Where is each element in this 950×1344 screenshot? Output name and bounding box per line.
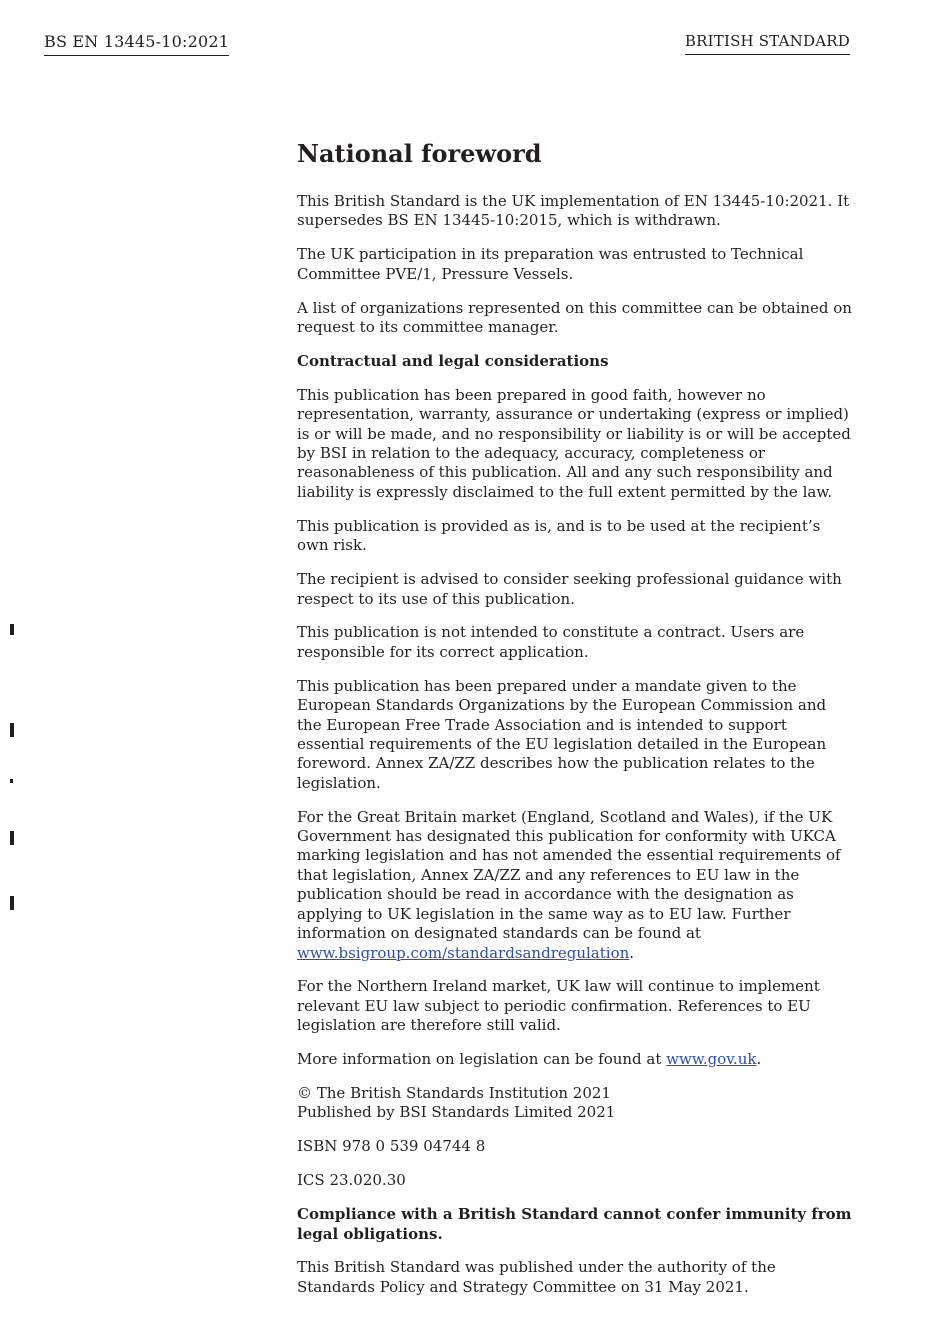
- copyright-block: [297, 1084, 852, 1123]
- paragraph-more-info: [297, 1050, 852, 1069]
- paragraph-implementation: This British Standard is the UK implementation of EN 13445-10:2021. It supersedes BS EN 13445-10:2015, which is withdrawn.: [297, 192, 850, 230]
- paragraph-committee: The UK participation in its preparation was entrusted to Technical Committee PVE/1, Pressure Vessels.: [297, 245, 804, 283]
- paragraph-great-britain-text: For the Great Britain market (England, Scotland and Wales), if the UK Government has designated this publication for conformity with UKCA marking legislation and has not amended the essential requirements of that legislation, Annex ZA/ZZ and any references to EU law in the publication should be read in accordance with the designation as applying to UK legislation in the same way as to EU law. Further information on designated standards can be found at: [297, 807, 841, 943]
- gov-uk-link[interactable]: www.gov.uk: [666, 1050, 757, 1069]
- paragraph-contract: This publication is not intended to constitute a contract. Users are responsible for its correct application.: [297, 623, 805, 661]
- paragraph-great-britain: [297, 808, 852, 963]
- publisher-line: Published by BSI Standards Limited 2021: [297, 1103, 616, 1122]
- paragraph-guidance: The recipient is advised to consider seeking professional guidance with respect to its use of this publication.: [297, 570, 842, 608]
- paragraph-more-info-end: .: [756, 1050, 762, 1069]
- margin-mark: [10, 896, 14, 910]
- header-doc-type: BRITISH STANDARD: [685, 32, 850, 55]
- paragraph-northern-ireland: For the Northern Ireland market, UK law will continue to implement relevant EU law subject to periodic confirmation. References to EU legislation are therefore still valid.: [297, 977, 820, 1035]
- ics: ICS 23.020.30: [297, 1171, 406, 1190]
- margin-mark: [10, 831, 14, 845]
- compliance-statement: Compliance with a British Standard cannot confer immunity from legal obligations.: [297, 1205, 852, 1243]
- paragraph-mandate: This publication has been prepared under a mandate given to the European Standards Organizations by the European Commission and the European Free Trade Association and is intended to support essential requirements of the EU legislation detailed in the European foreword. Annex ZA/ZZ describes how the publication relates to the legislation.: [297, 676, 827, 792]
- paragraph-organizations: A list of organizations represented on this committee can be obtained on request to its committee manager.: [297, 298, 852, 337]
- margin-mark: [10, 723, 14, 737]
- paragraph-good-faith: This publication has been prepared in good faith, however no representation, warranty, assurance or undertaking (express or implied) is or will be made, and no responsibility or liability is or will be accepted by BSI in relation to the adequacy, accuracy, completeness or reasonableness of this publication. All and any such responsibility and liability is expressly disclaimed to the full extent permitted by the law.: [297, 385, 851, 501]
- page-title: National foreword: [297, 139, 542, 168]
- authority-statement: This British Standard was published under the authority of the Standards Policy and Strategy Committee on 31 May 2021.: [297, 1258, 776, 1296]
- paragraph-great-britain-end: .: [629, 943, 635, 962]
- margin-mark: [10, 779, 13, 783]
- header-doc-id: BS EN 13445-10:2021: [44, 32, 229, 56]
- bsigroup-link[interactable]: www.bsigroup.com/standardsandregulation: [297, 943, 630, 962]
- copyright-line: © The British Standards Institution 2021: [297, 1084, 611, 1103]
- main-content: [297, 138, 852, 1312]
- paragraph-as-is: This publication is provided as is, and is to be used at the recipient’s own risk.: [297, 516, 821, 555]
- margin-mark: [10, 624, 14, 635]
- section-heading-contractual: Contractual and legal considerations: [297, 351, 609, 370]
- paragraph-more-info-text: More information on legislation can be found at: [297, 1050, 662, 1069]
- isbn: ISBN 978 0 539 04744 8: [297, 1137, 486, 1156]
